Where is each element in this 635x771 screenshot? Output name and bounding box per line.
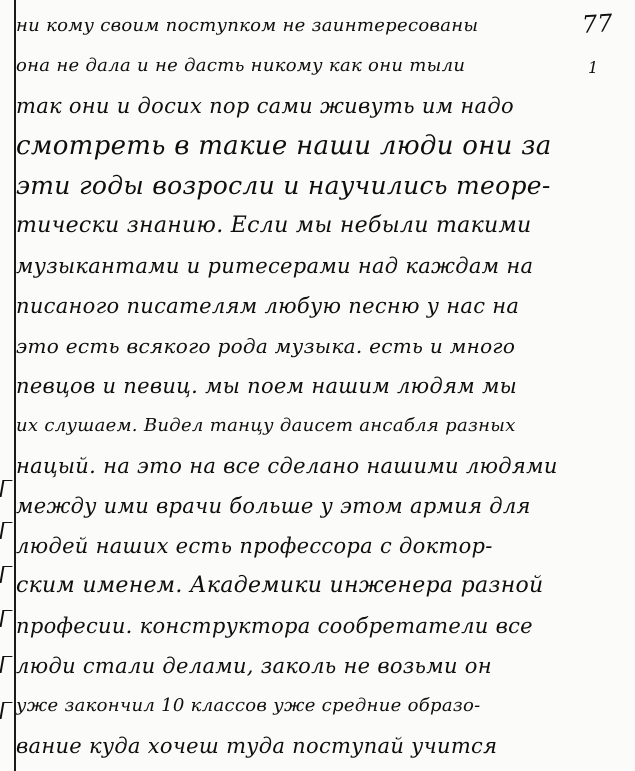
page-number-sub: 1 [588,58,599,77]
text-line: между ими врачи больше у этом армия для [16,494,531,518]
text-line: так они и досих пор сами живуть им надо [16,94,514,118]
handwritten-text [16,6,606,766]
text-line: это есть всякого рода музыка. есть и много [16,334,516,358]
text-line: эти годы возросли и научились теоре- [16,171,551,200]
text-line: професии. конструктора сообретатели все [16,614,533,638]
text-line: писаного писателям любую песню у нас на [16,294,520,318]
margin-marks [0,470,12,760]
text-line: нацый. на это на все сделано нашими людями [16,454,558,478]
text-line: певцов и певиц. мы поем нашим людям мы [16,374,518,398]
text-line: вание куда хочеш туда поступай учится [16,734,498,758]
page-number: 77 [581,8,614,40]
text-line: люди стали делами, заколь не возьми он [16,654,492,678]
text-line: ни кому своим поступком не заинтересованы [16,15,479,36]
text-line: музыкантами и ритесерами над каждам на [16,254,534,278]
text-line: ским именем. Академики инженера разной [16,573,544,598]
text-line: их слушаем. Видел танцу даисет ансабля разных [16,415,516,436]
text-line: смотреть в такие наши люди они за [16,131,552,161]
text-line: она не дала и не дасть никому как они тыли [16,55,466,76]
text-line: тически знанию. Если мы небыли такими [16,213,532,238]
text-line: уже закончил 10 классов уже средние образо- [16,695,481,716]
text-line: людей наших есть профессора с доктор- [16,534,493,558]
